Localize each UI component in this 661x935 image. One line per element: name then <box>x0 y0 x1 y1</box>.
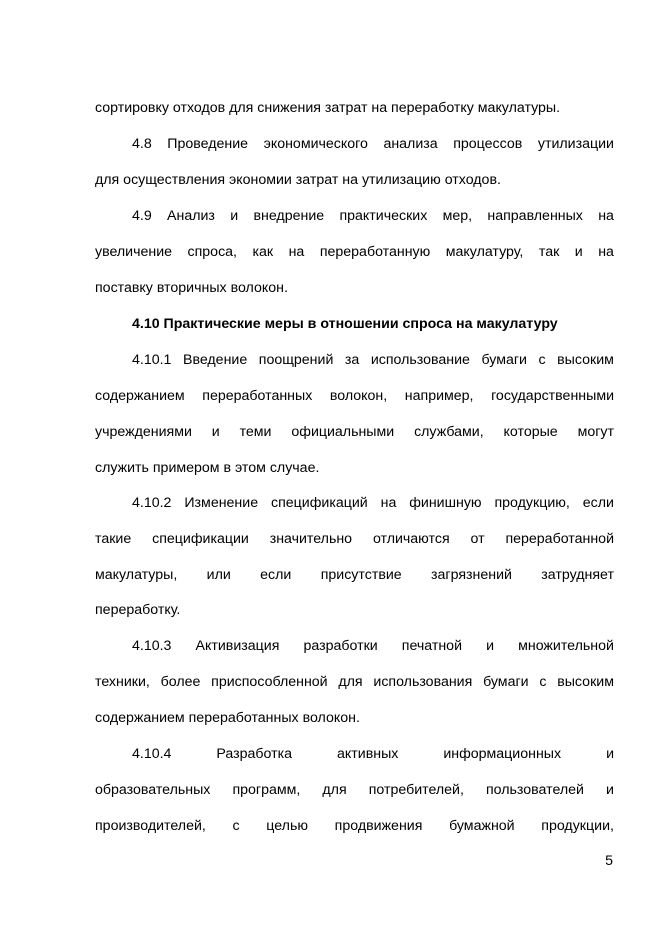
word: Активизация <box>195 638 280 654</box>
word: 4.10.2 <box>132 495 172 511</box>
word: для <box>338 674 363 690</box>
word: за <box>344 352 360 368</box>
word: затрудняет <box>541 567 614 583</box>
word: печатной <box>401 638 463 654</box>
text-line <box>95 781 614 799</box>
word: более <box>160 674 201 690</box>
text-line: содержанием переработанных волокон. <box>95 710 360 726</box>
text-line <box>132 207 614 225</box>
word: приспособленной <box>211 674 328 690</box>
word: потребителей, <box>368 782 464 798</box>
word: внедрение <box>253 208 325 224</box>
word: например, <box>404 388 474 404</box>
word: содержанием <box>95 388 185 404</box>
word: с <box>538 352 546 368</box>
word: могут <box>577 424 614 440</box>
word: продукции, <box>541 818 614 834</box>
text-line <box>95 530 614 548</box>
word: волокон, <box>329 388 388 404</box>
word: от <box>470 531 485 547</box>
word: переработанную <box>319 244 431 260</box>
text-line: для осуществления экономии затрат на утилизацию отходов. <box>95 172 501 188</box>
word: экономического <box>263 136 368 152</box>
word: высоким <box>557 352 614 368</box>
word: на <box>380 495 397 511</box>
word: бумаги <box>483 674 529 690</box>
word: целью <box>266 818 308 834</box>
word: Анализ <box>167 208 215 224</box>
word: на <box>598 208 614 224</box>
word: техники, <box>95 674 150 690</box>
text-line <box>132 135 614 153</box>
word: программ, <box>232 782 301 798</box>
text-line: служить примером в этом случае. <box>95 460 320 476</box>
word: производителей, <box>95 818 206 834</box>
word: Разработка <box>216 746 293 762</box>
text-line <box>132 637 614 655</box>
text-line <box>95 387 614 405</box>
word: спроса, <box>187 244 237 260</box>
word: присутствие <box>320 567 402 583</box>
word: 4.10.3 <box>132 638 172 654</box>
text-line: переработку. <box>95 602 181 618</box>
word: финишную <box>409 495 482 511</box>
text-line: поставку вторичных волокон. <box>95 280 288 296</box>
word: отличаются <box>372 531 450 547</box>
word: и <box>486 638 495 654</box>
word: утилизации <box>537 136 614 152</box>
word: теми <box>239 424 272 440</box>
word: 4.8 <box>132 136 152 152</box>
page-number: 5 <box>605 853 613 869</box>
word: использование <box>370 352 470 368</box>
word: официальными <box>291 424 395 440</box>
word: и <box>606 782 614 798</box>
word: направленных <box>487 208 583 224</box>
word: и <box>230 208 239 224</box>
word: и <box>211 424 220 440</box>
word: информационных <box>443 746 562 762</box>
word: спецификации <box>152 531 249 547</box>
word: Проведение <box>167 136 249 152</box>
word: так <box>538 244 560 260</box>
word: 4.10.4 <box>132 746 172 762</box>
word: использования <box>373 674 473 690</box>
word: бумаги <box>481 352 527 368</box>
word: загрязнений <box>431 567 512 583</box>
word: которые <box>503 424 558 440</box>
word: и <box>606 746 614 762</box>
text-line: сортировку отходов для снижения затрат на переработку макулатуры. <box>95 100 561 116</box>
text-line <box>95 423 614 441</box>
word: увеличение <box>95 244 173 260</box>
word: 4.10.1 <box>132 352 172 368</box>
word: процессов <box>453 136 523 152</box>
word: высоким <box>557 674 614 690</box>
word: если <box>260 567 292 583</box>
word: переработанной <box>505 531 614 547</box>
word: практических <box>339 208 428 224</box>
word: образовательных <box>95 782 211 798</box>
word: учреждениями <box>95 424 192 440</box>
text-line <box>95 817 614 835</box>
text-line <box>95 566 614 584</box>
text-line <box>132 351 614 369</box>
word: Изменение <box>184 495 259 511</box>
text-line <box>95 673 614 691</box>
word: поощрений <box>258 352 334 368</box>
section-heading: 4.10 Практические меры в отношении спроса на макулатуру <box>132 316 558 332</box>
word: службами, <box>414 424 484 440</box>
word: спецификаций <box>271 495 368 511</box>
word: 4.9 <box>132 208 152 224</box>
word: Введение <box>182 352 248 368</box>
word: с <box>539 674 547 690</box>
word: множительной <box>518 638 614 654</box>
word: мер, <box>442 208 473 224</box>
word: анализа <box>383 136 438 152</box>
word: значительно <box>269 531 353 547</box>
word: на <box>598 244 614 260</box>
word: для <box>322 782 347 798</box>
word: макулатуру, <box>445 244 524 260</box>
word: или <box>206 567 231 583</box>
text-line <box>132 494 614 512</box>
word: пользователей <box>486 782 584 798</box>
word: разработки <box>303 638 378 654</box>
word: государственными <box>491 388 614 404</box>
text-line <box>95 243 614 261</box>
word: бумажной <box>449 818 515 834</box>
word: продукцию, <box>494 495 570 511</box>
word: на <box>288 244 305 260</box>
text-line <box>132 745 614 763</box>
word: если <box>582 495 614 511</box>
word: такие <box>95 531 132 547</box>
word: переработанных <box>202 388 313 404</box>
word: продвижения <box>334 818 423 834</box>
word: и <box>574 244 583 260</box>
word: с <box>232 818 240 834</box>
word: макулатуры, <box>95 567 178 583</box>
word: активных <box>337 746 399 762</box>
word: как <box>252 244 274 260</box>
